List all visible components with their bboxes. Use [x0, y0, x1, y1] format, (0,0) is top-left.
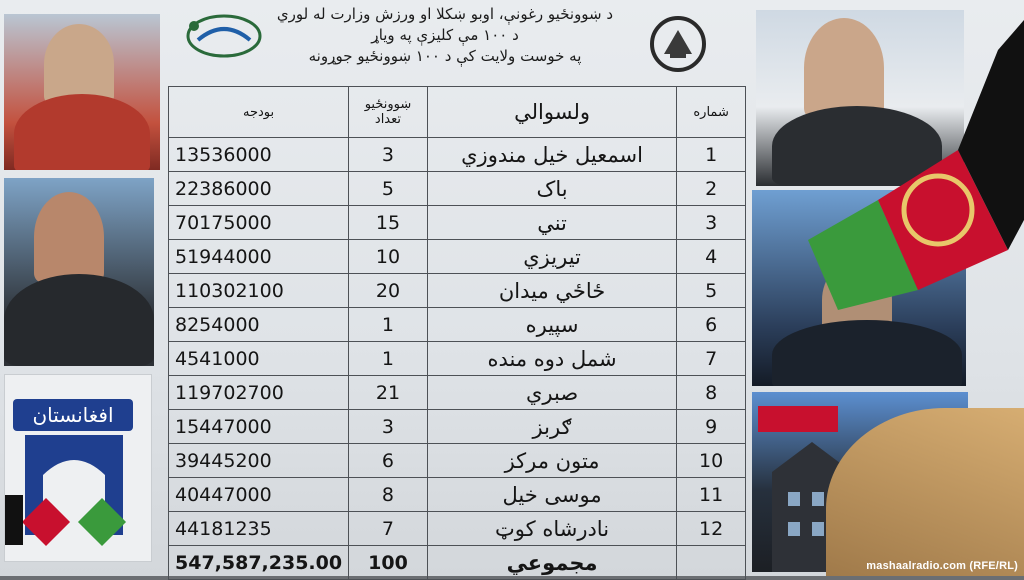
ministry-logo-icon: [184, 12, 264, 60]
row-district: شمل دوه منده: [427, 342, 676, 376]
row-budget: 70175000: [169, 206, 349, 240]
row-budget: 51944000: [169, 240, 349, 274]
row-budget: 22386000: [169, 172, 349, 206]
row-school-count: 6: [349, 444, 428, 478]
row-district: اسمعيل خيل مندوزي: [427, 138, 676, 172]
total-number-cell: [677, 546, 746, 580]
row-school-count: 1: [349, 342, 428, 376]
header-number: شماره: [677, 87, 746, 138]
watermark: mashaalradio.com (RFE/RL): [866, 560, 1018, 572]
row-school-count: 15: [349, 206, 428, 240]
table-row: [169, 478, 746, 512]
table-row: [169, 342, 746, 376]
row-school-count: 1: [349, 308, 428, 342]
row-number: 7: [677, 342, 746, 376]
portrait-official-photo: [4, 178, 154, 366]
row-number: 4: [677, 240, 746, 274]
row-number: 8: [677, 376, 746, 410]
row-district: ګربز: [427, 410, 676, 444]
row-budget: 4541000: [169, 342, 349, 376]
table-header-row: [169, 87, 746, 138]
table-row: [169, 274, 746, 308]
row-school-count: 3: [349, 410, 428, 444]
table-total-row: [169, 546, 746, 580]
row-school-count: 20: [349, 274, 428, 308]
banner-heading: [255, 4, 635, 67]
row-district: باک: [427, 172, 676, 206]
table-row: [169, 206, 746, 240]
row-district: موسى خيل: [427, 478, 676, 512]
row-school-count: 10: [349, 240, 428, 274]
heading-line-1: د ښوونځيو رغونې، اوبو ښکلا او ورزش وزارت له لوري: [276, 5, 614, 23]
row-number: 9: [677, 410, 746, 444]
table-row: [169, 410, 746, 444]
row-budget: 13536000: [169, 138, 349, 172]
row-number: 3: [677, 206, 746, 240]
school-budget-table: [168, 86, 746, 576]
independence-poster: [4, 374, 152, 562]
row-school-count: 21: [349, 376, 428, 410]
portrait-uniform: [14, 94, 150, 170]
heading-line-2: د ۱۰۰ مې کليزې په وياړ: [371, 26, 519, 44]
afghanistan-emblem-icon: [648, 12, 708, 78]
total-label: مجموعي: [427, 546, 676, 580]
row-district: ځاځي ميدان: [427, 274, 676, 308]
row-budget: 40447000: [169, 478, 349, 512]
table-row: [169, 172, 746, 206]
heading-line-3: په خوست ولايت کې د ۱۰۰ ښوونځيو جوړونه: [308, 47, 582, 65]
total-budget: 547,587,235.00: [169, 546, 349, 580]
row-school-count: 7: [349, 512, 428, 546]
table-row: [169, 308, 746, 342]
row-budget: 15447000: [169, 410, 349, 444]
header-district: ولسوالي: [427, 87, 676, 138]
row-number: 1: [677, 138, 746, 172]
table-row: [169, 512, 746, 546]
row-school-count: 5: [349, 172, 428, 206]
row-budget: 39445200: [169, 444, 349, 478]
portrait-face: [34, 192, 104, 282]
row-budget: 44181235: [169, 512, 349, 546]
independence-arch-icon: [5, 375, 151, 561]
portrait-face: [44, 24, 114, 104]
row-school-count: 3: [349, 138, 428, 172]
total-school-count: 100: [349, 546, 428, 580]
portrait-suit: [772, 320, 962, 386]
row-district: سپيره: [427, 308, 676, 342]
portrait-suit: [4, 274, 154, 366]
header-school-count: ښوونځيو تعداد: [349, 87, 428, 138]
row-number: 5: [677, 274, 746, 308]
row-number: 2: [677, 172, 746, 206]
table-row: [169, 240, 746, 274]
row-budget: 8254000: [169, 308, 349, 342]
header-budget: بودجه: [169, 87, 349, 138]
row-number: 11: [677, 478, 746, 512]
row-district: تني: [427, 206, 676, 240]
row-district: صبري: [427, 376, 676, 410]
poster-title: افغانستان: [13, 399, 133, 431]
row-number: 12: [677, 512, 746, 546]
row-number: 6: [677, 308, 746, 342]
row-number: 10: [677, 444, 746, 478]
row-budget: 110302100: [169, 274, 349, 308]
table-row: [169, 444, 746, 478]
row-district: نادرشاه کوټ: [427, 512, 676, 546]
row-school-count: 8: [349, 478, 428, 512]
row-district: تيريزي: [427, 240, 676, 274]
afghanistan-flag-icon: [808, 10, 1024, 310]
row-budget: 119702700: [169, 376, 349, 410]
table-row: [169, 138, 746, 172]
row-district: متون مرکز: [427, 444, 676, 478]
portrait-king-photo: [4, 14, 160, 170]
table-row: [169, 376, 746, 410]
